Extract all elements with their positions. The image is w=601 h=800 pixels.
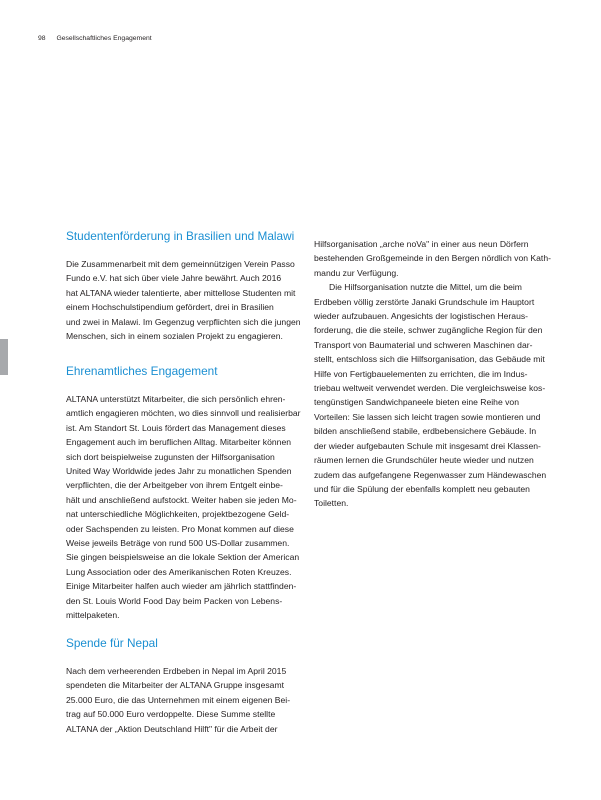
paragraph-studentenfoerderung	[66, 257, 301, 343]
text-line: zudem das aufgefangene Regenwasser zum Händewaschen	[314, 469, 547, 480]
text-line: verpflichten, die der Arbeitgeber von ihrem Entgelt einbe-	[66, 480, 283, 491]
text-line: sich dort beispielweise zugunsten der Hilfsorganisation	[66, 451, 275, 462]
text-line: trag auf 50.000 Euro verdoppelte. Diese Summe stellte	[66, 709, 276, 720]
text-line: wieder aufzubauen. Angesichts der logistischen Heraus-	[314, 311, 529, 322]
text-line: Einige Mitarbeiter halfen auch wieder am jährlich stattfinden-	[66, 581, 297, 592]
heading-studentenfoerderung: Studentenförderung in Brasilien und Malawi	[66, 229, 295, 243]
page-header	[38, 35, 152, 42]
text-line: Nach dem verheerenden Erdbeben in Nepal im April 2015	[66, 666, 287, 676]
text-line: nat unterschiedliche Möglichkeiten, projektbezogene Geld-	[66, 509, 290, 520]
paragraph-nepal	[66, 664, 290, 736]
text-line: oder Sachspenden zu leisten. Pro Monat kommen auf diese	[66, 523, 294, 534]
text-line: den St. Louis World Food Day beim Packen von Lebens-	[66, 595, 283, 606]
text-line: Menschen, sich in einem sozialen Projekt zu engagieren.	[66, 331, 283, 342]
paragraph-nepal-continued	[314, 237, 551, 511]
text-line: und zwei in Malawi. Im Gegenzug verpflichten sich die jungen	[66, 316, 301, 327]
text-line: und für die Spülung der ebenfalls komplett neu gebauten	[314, 483, 530, 494]
text-line: United Way Worldwide jedes Jahr zu monatlichen Spenden	[66, 466, 292, 477]
text-line: hat ALTANA wieder talentierte, aber mittellose Studenten mit	[66, 287, 296, 298]
text-line: bestehenden Großgemeinde in den Bergen nördlich von Kath-	[314, 253, 551, 264]
text-line: Hilfsorganisation „arche noVa" in einer aus neun Dörfern	[314, 239, 529, 249]
text-line: forderung, die die steile, schwer zugängliche Region für den	[314, 325, 543, 336]
text-line: Hilfe von Fertigbauelementen zu errichten, die im Indus-	[314, 368, 528, 379]
text-line: Sie gingen beispielsweise an die lokale Sektion der American	[66, 552, 300, 563]
text-line: ALTANA der „Aktion Deutschland Hilft" für die Arbeit der	[66, 723, 278, 734]
text-line: bilden anschließend stabile, erdbebensichere Gebäude. In	[314, 426, 537, 437]
text-line: räumen lernen die Grundschüler heute wieder und nutzen	[314, 455, 534, 466]
heading-nepal: Spende für Nepal	[66, 636, 158, 650]
text-line: einem Hochschulstipendium gefördert, drei in Brasilien	[66, 302, 274, 313]
page-number: 98	[38, 35, 46, 42]
text-line: spendeten die Mitarbeiter der ALTANA Gruppe insgesamt	[66, 680, 284, 691]
text-line: Transport von Baumaterial und schweren Maschinen dar-	[314, 339, 533, 350]
text-line: Weise jeweils Beträge von rund 500 US-Dollar zusammen.	[66, 538, 290, 549]
text-line: Engagement auch im beruflichen Alltag. Mitarbeiter können	[66, 437, 292, 448]
heading-ehrenamt: Ehrenamtliches Engagement	[66, 364, 218, 378]
text-line: Lung Association oder des Amerikanischen Roten Kreuzes.	[66, 566, 292, 577]
text-line: Erdbeben völlig zerstörte Janaki Grundschule im Hauptort	[314, 296, 535, 307]
text-line: mittelpaketen.	[66, 610, 120, 621]
text-line: ALTANA unterstützt Mitarbeiter, die sich persönlich ehren-	[66, 394, 286, 404]
text-line: triebau weltweit verwendet werden. Die vergleichsweise kos-	[314, 383, 546, 394]
text-line: der wieder aufgebauten Schule mit insgesamt drei Klassen-	[314, 440, 541, 451]
text-line: stellt, entschloss sich die Hilfsorganisation, das Gebäude mit	[314, 354, 545, 365]
text-line: tengünstigen Sandwichpaneele bieten eine Reihe von	[314, 397, 519, 408]
text-line: Die Zusammenarbeit mit dem gemeinnützigen Verein Passo	[66, 259, 295, 269]
running-section-title: Gesellschaftliches Engagement	[56, 35, 152, 42]
text-line: Fundo e.V. hat sich über viele Jahre bewährt. Auch 2016	[66, 273, 282, 284]
text-line: ist. Am Standort St. Louis fördert das Management dieses	[66, 422, 286, 433]
paragraph-ehrenamt	[66, 392, 301, 623]
text-line: mandu zur Verfügung.	[314, 267, 399, 278]
text-line: 25.000 Euro, die das Unternehmen mit einem eigenen Bei-	[66, 694, 291, 705]
text-line: Die Hilfsorganisation nutzte die Mittel, um die beim	[329, 282, 522, 293]
text-line: Toiletten.	[314, 498, 349, 509]
text-line: hält und anschließend aufstockt. Weiter haben sie jeden Mo-	[66, 494, 297, 505]
chapter-marker	[0, 339, 8, 375]
text-line: Vorteilen: Sie lassen sich leicht tragen sowie montieren und	[314, 411, 541, 422]
text-line: amtlich engagieren möchten, wo dies sinnvoll und realisierbar	[66, 408, 301, 419]
